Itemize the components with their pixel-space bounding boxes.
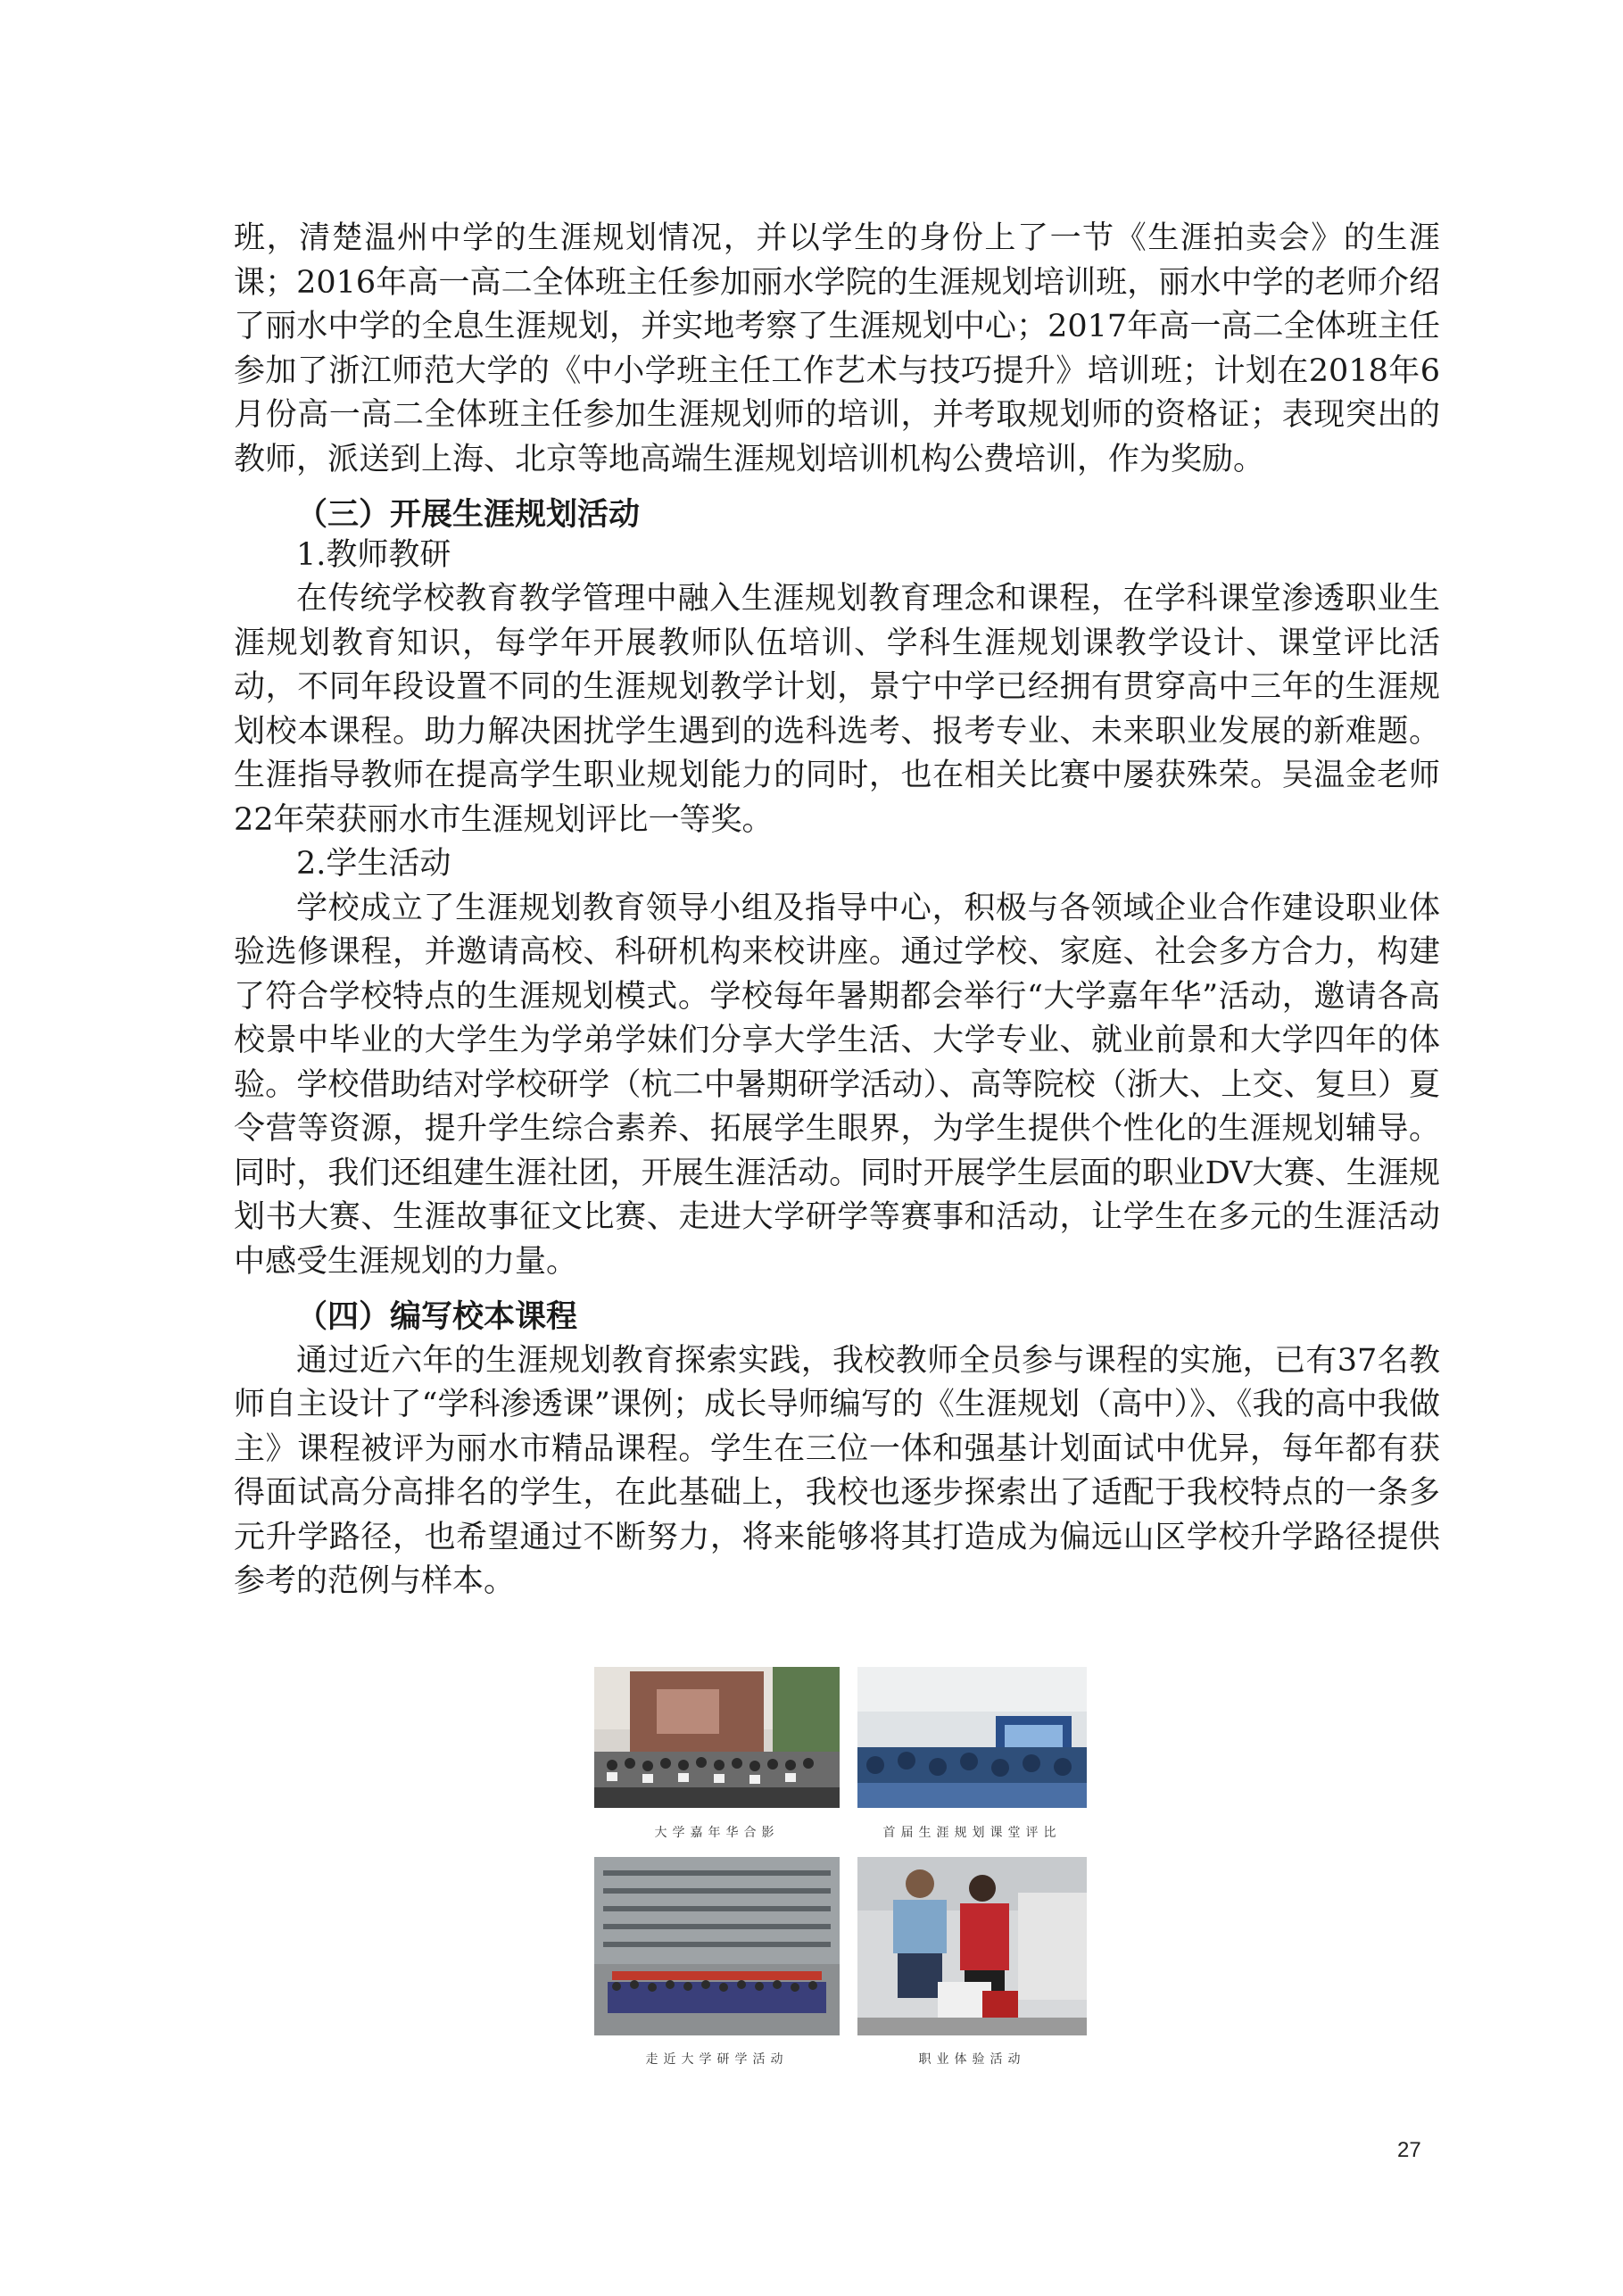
subsection-1-title: 1.教师教研	[296, 536, 451, 573]
photo-university-visit	[594, 1857, 840, 2035]
subsection-2-title: 2.学生活动	[296, 846, 451, 882]
photo-classroom-competition	[857, 1667, 1087, 1808]
photo-career-experience	[857, 1857, 1087, 2035]
photo-caption: 首届生涯规划课堂评比	[882, 1826, 1062, 1840]
photo-caption: 职业体验活动	[918, 2052, 1026, 2067]
photo-caption: 走近大学研学活动	[645, 2052, 789, 2067]
subsection-2-text: 学校成立了生涯规划教育领导小组及指导中心，积极与各领域企业合作建设职业体验选修课程，并邀请高校、科研机构来校讲座。通过学校、家庭、社会多方合力，构建了符合学校特点的生涯规划模式。学校每年暑期都会举行“大学嘉年华”活动，邀请各高校景中毕业的大学生为学弟学妹们分享大学生活、大学专业、就业前景和大学四年的体验。学校借助结对学校研学（杭二中暑期研学活动）、高等院校（浙大、上交、复旦）夏令营等资源，提升学生综合素养、拓展学生眼界，为学生提供个性化的生涯规划辅导。同时，我们还组建生涯社团，开展生涯活动。同时开展学生层面的职业DV大赛、生涯规划书大赛、生涯故事征文比赛、走进大学研学等赛事和活动，让学生在多元的生涯活动中感受生涯规划的力量。	[234, 890, 1440, 1280]
section-4-heading: （四）编写校本课程	[296, 1298, 578, 1335]
section-3-heading: （三）开展生涯规划活动	[296, 496, 641, 533]
section-4-text: 通过近六年的生涯规划教育探索实践，我校教师全员参与课程的实施，已有37名教师自主设计了“学科渗透课”课例；成长导师编写的《生涯规划（高中）》、《我的高中我做主》课程被评为丽水市精品课程。学生在三位一体和强基计划面试中优异，每年都有获得面试高分高排名的学生，在此基础上，我校也逐步探索出了适配于我校特点的一条多元升学路径，也希望通过不断努力，将来能够将其打造成为偏远山区学校升学路径提供参考的范例与样本。	[234, 1342, 1440, 1599]
body-text	[234, 217, 1440, 1604]
paragraph-continuation: 班，清楚温州中学的生涯规划情况，并以学生的身份上了一节《生涯拍卖会》的生涯课；2016年高一高二全体班主任参加丽水学院的生涯规划培训班，丽水中学的老师介绍了丽水中学的全息生涯规划，并实地考察了生涯规划中心；2017年高一高二全体班主任参加了浙江师范大学的《中小学班主任工作艺术与技巧提升》培训班；计划在2018年6月份高一高二全体班主任参加生涯规划师的培训，并考取规划师的资格证；表现突出的教师，派送到上海、北京等地高端生涯规划培训机构公费培训，作为奖励。	[234, 220, 1440, 477]
page-number: 27	[1397, 2138, 1421, 2162]
subsection-1-text: 在传统学校教育教学管理中融入生涯规划教育理念和课程，在学科课堂渗透职业生涯规划教育知识，每学年开展教师队伍培训、学科生涯规划课教学设计、课堂评比活动，不同年段设置不同的生涯规划教学计划，景宁中学已经拥有贯穿高中三年的生涯规划校本课程。助力解决困扰学生遇到的选科选考、报考专业、未来职业发展的新难题。生涯指导教师在提高学生职业规划能力的同时，也在相关比赛中屡获殊荣。吴温金老师22年荣获丽水市生涯规划评比一等奖。	[234, 581, 1440, 838]
photo-caption: 大学嘉年华合影	[654, 1826, 780, 1840]
photo-carnival-group	[594, 1667, 840, 1808]
